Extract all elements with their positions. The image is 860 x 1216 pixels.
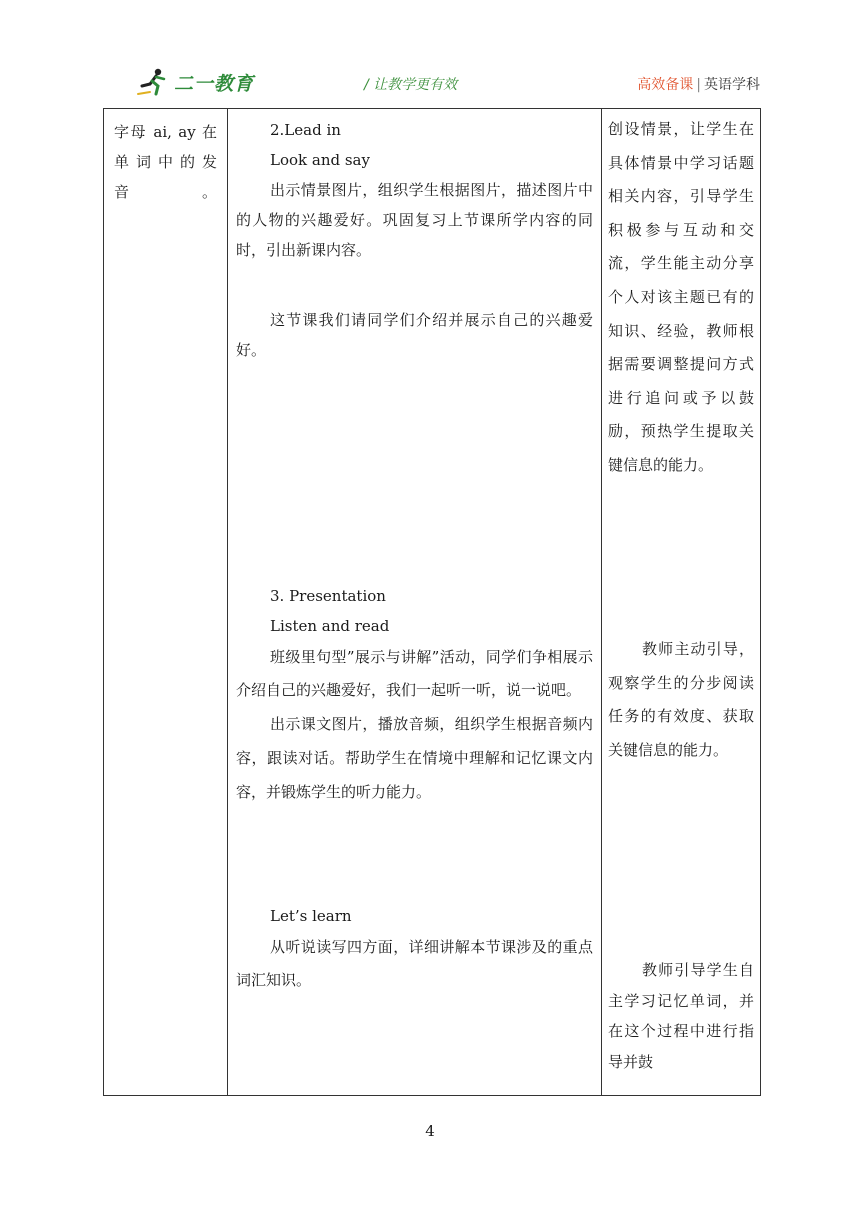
lead-in-title: 2.Lead in (270, 121, 341, 139)
rationale-cell (602, 109, 761, 1096)
presentation-title: 3. Presentation (270, 587, 386, 605)
logo-text: 二一教育 (174, 72, 255, 95)
objective-cell (104, 109, 228, 1096)
objective-text: 字母 ai, ay 在单词中的发音。 (114, 123, 217, 201)
rationale-note-1: 创设情景，让学生在具体情景中学习话题相关内容，引导学生积极参与互动和交流，学生能主动分享个人对该主题已有的知识、经验，教师根据需要调整提问方式进行追问或予以鼓励，预热学生提取关键信息的能力。 (608, 120, 754, 474)
table-row (104, 109, 761, 1096)
lets-learn-title: Let’s learn (270, 907, 352, 925)
running-figure-icon (136, 66, 172, 98)
rationale-note-3: 教师引导学生自主学习记忆单词，并在这个过程中进行指导并鼓 (608, 961, 754, 1071)
lets-learn-paragraph: 从听说读写四方面，详细讲解本节课涉及的重点词汇知识。 (236, 938, 593, 989)
presentation-subtitle: Listen and read (270, 617, 390, 635)
header-slogan: / 让教学更有效 (364, 77, 458, 93)
lead-in-paragraph-2: 这节课我们请同学们介绍并展示自己的兴趣爱好。 (236, 311, 593, 359)
activity-cell (228, 109, 602, 1096)
subject-separator: | (696, 77, 701, 93)
lead-in-paragraph: 出示情景图片，组织学生根据图片，描述图片中的人物的兴趣爱好。巩固复习上节课所学内容的同时，引出新课内容。 (236, 181, 593, 259)
page-number: 4 (425, 1122, 435, 1140)
rationale-note-2: 教师主动引导，观察学生的分步阅读任务的有效度、获取关键信息的能力。 (608, 640, 754, 759)
lead-in-subtitle: Look and say (270, 151, 370, 169)
presentation-paragraph: 班级里句型”展示与讲解”活动，同学们争相展示介绍自己的兴趣爱好，我们一起听一听，说一说吧。 (236, 648, 593, 699)
subject-name: 英语学科 (704, 77, 760, 93)
brand-logo (136, 66, 254, 98)
page-header (100, 58, 760, 102)
header-subject (637, 74, 760, 94)
lesson-plan-table (103, 108, 761, 1096)
subject-highlight: 高效备课 (637, 77, 694, 93)
presentation-paragraph-2: 出示课文图片，播放音频，组织学生根据音频内容，跟读对话。帮助学生在情境中理解和记忆课文内容，并锻炼学生的听力能力。 (236, 715, 593, 801)
